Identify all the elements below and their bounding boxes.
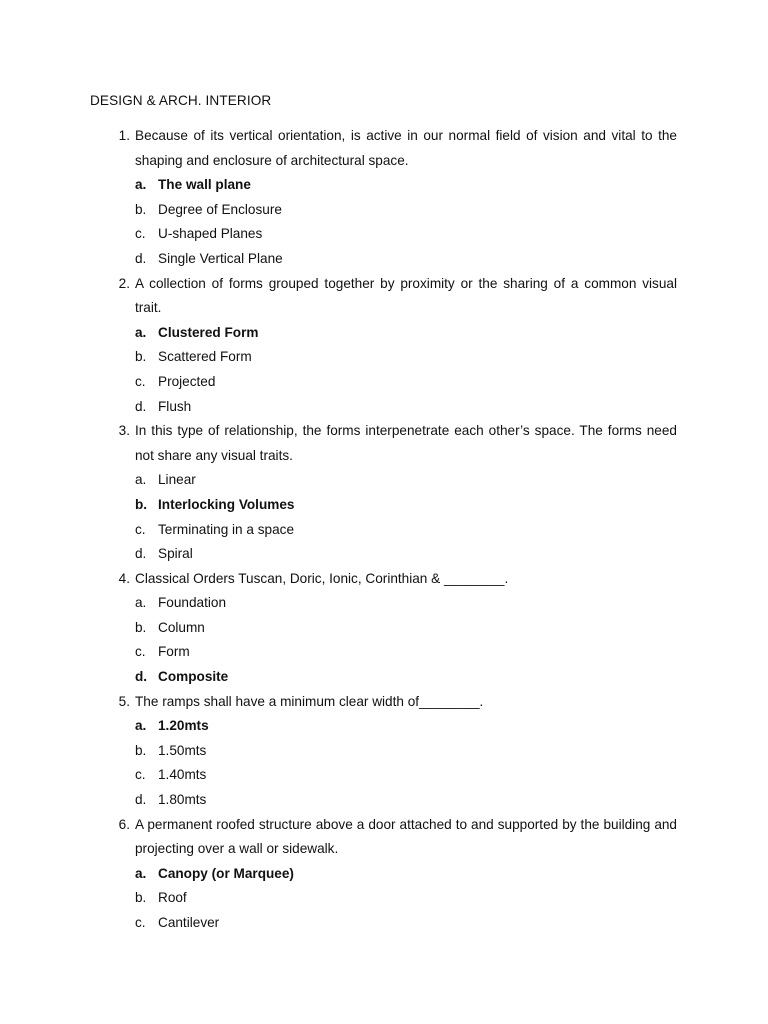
option-text: Spiral xyxy=(158,546,193,562)
option-letter: d. xyxy=(135,669,148,685)
option-letter: d. xyxy=(135,398,147,414)
option-letter: d. xyxy=(135,546,147,562)
answer-option xyxy=(0,591,768,616)
answer-option xyxy=(0,788,768,813)
answer-option-correct xyxy=(0,173,768,198)
question-list xyxy=(0,124,768,936)
question-number: 1. xyxy=(118,128,130,143)
answer-option-correct xyxy=(0,665,768,690)
option-text: Column xyxy=(158,619,205,635)
question-text: A permanent roofed structure above a door attached to and supported by the building and projecting over a wall or sidewalk. xyxy=(135,816,677,857)
option-letter: c. xyxy=(135,915,146,930)
question-2 xyxy=(0,272,768,420)
answer-option xyxy=(0,468,768,493)
option-letter: b. xyxy=(135,890,147,906)
question-text: Classical Orders Tuscan, Doric, Ionic, Corinthian & ________. xyxy=(135,570,509,586)
option-text: 1.50mts xyxy=(158,742,207,758)
option-text: Terminating in a space xyxy=(158,521,295,537)
option-text: Canopy (or Marquee) xyxy=(158,865,294,881)
option-text: 1.20mts xyxy=(158,718,209,734)
option-letter: a. xyxy=(135,177,147,193)
option-text: Clustered Form xyxy=(158,324,259,340)
option-text: Roof xyxy=(158,890,187,906)
option-letter: d. xyxy=(135,792,147,808)
answer-option xyxy=(0,370,768,395)
option-text: 1.40mts xyxy=(158,767,207,783)
option-letter: b. xyxy=(135,496,148,512)
page-title: DESIGN & ARCH. INTERIOR xyxy=(90,93,272,108)
answer-option xyxy=(0,198,768,223)
option-text: Scattered Form xyxy=(158,349,252,365)
question-text: In this type of relationship, the forms interpenetrate each other’s space. The forms need not share any visual traits. xyxy=(135,423,677,463)
option-letter: d. xyxy=(135,250,147,266)
question-5 xyxy=(0,690,768,813)
option-text: Single Vertical Plane xyxy=(158,250,283,266)
option-text: 1.80mts xyxy=(158,792,207,808)
option-text: Composite xyxy=(158,669,229,685)
answer-option-correct xyxy=(0,493,768,518)
option-letter: c. xyxy=(135,373,146,389)
answer-option-correct xyxy=(0,862,768,887)
option-letter: a. xyxy=(135,865,147,881)
answer-option xyxy=(0,763,768,788)
option-letter: a. xyxy=(135,595,147,611)
question-1 xyxy=(0,124,768,272)
question-number: 4. xyxy=(118,570,130,586)
question-6 xyxy=(0,813,768,936)
answer-option-correct xyxy=(0,714,768,739)
answer-option xyxy=(0,542,768,567)
answer-option xyxy=(0,222,768,247)
option-letter: c. xyxy=(135,521,146,537)
option-text: U-shaped Planes xyxy=(158,226,263,242)
option-letter: c. xyxy=(135,767,146,783)
question-4 xyxy=(0,567,768,690)
option-letter: b. xyxy=(135,619,147,635)
answer-option xyxy=(0,247,768,272)
option-text: Interlocking Volumes xyxy=(158,496,295,512)
answer-option xyxy=(0,518,768,543)
option-letter: a. xyxy=(135,718,147,734)
answer-option-correct xyxy=(0,321,768,346)
question-number: 6. xyxy=(118,816,130,832)
answer-option xyxy=(0,616,768,641)
question-text: The ramps shall have a minimum clear width of________. xyxy=(135,693,484,709)
answer-option xyxy=(0,345,768,370)
option-letter: b. xyxy=(135,349,147,365)
option-letter: a. xyxy=(135,324,147,340)
option-letter: b. xyxy=(135,201,147,217)
option-letter: b. xyxy=(135,742,147,758)
option-text: Projected xyxy=(158,373,216,389)
answer-option xyxy=(0,395,768,420)
answer-option xyxy=(0,739,768,764)
option-text: Linear xyxy=(158,472,196,488)
option-text: The wall plane xyxy=(158,177,251,193)
question-number: 2. xyxy=(118,275,130,291)
option-text: Degree of Enclosure xyxy=(158,201,282,217)
question-number: 3. xyxy=(118,423,130,439)
option-text: Cantilever xyxy=(158,915,220,930)
answer-option xyxy=(0,640,768,665)
option-letter: c. xyxy=(135,226,146,242)
option-text: Form xyxy=(158,644,190,660)
option-text: Flush xyxy=(158,398,192,414)
option-letter: a. xyxy=(135,472,147,488)
question-number: 5. xyxy=(118,693,130,709)
question-3 xyxy=(0,419,768,567)
question-text: A collection of forms grouped together by proximity or the sharing of a common visual trait. xyxy=(135,275,677,316)
option-text: Foundation xyxy=(158,595,227,611)
answer-option xyxy=(0,886,768,911)
question-text: Because of its vertical orientation, is active in our normal field of vision and vital to the shaping and enclosure of architectural space. xyxy=(135,128,677,168)
answer-option xyxy=(0,911,768,936)
option-letter: c. xyxy=(135,644,146,660)
